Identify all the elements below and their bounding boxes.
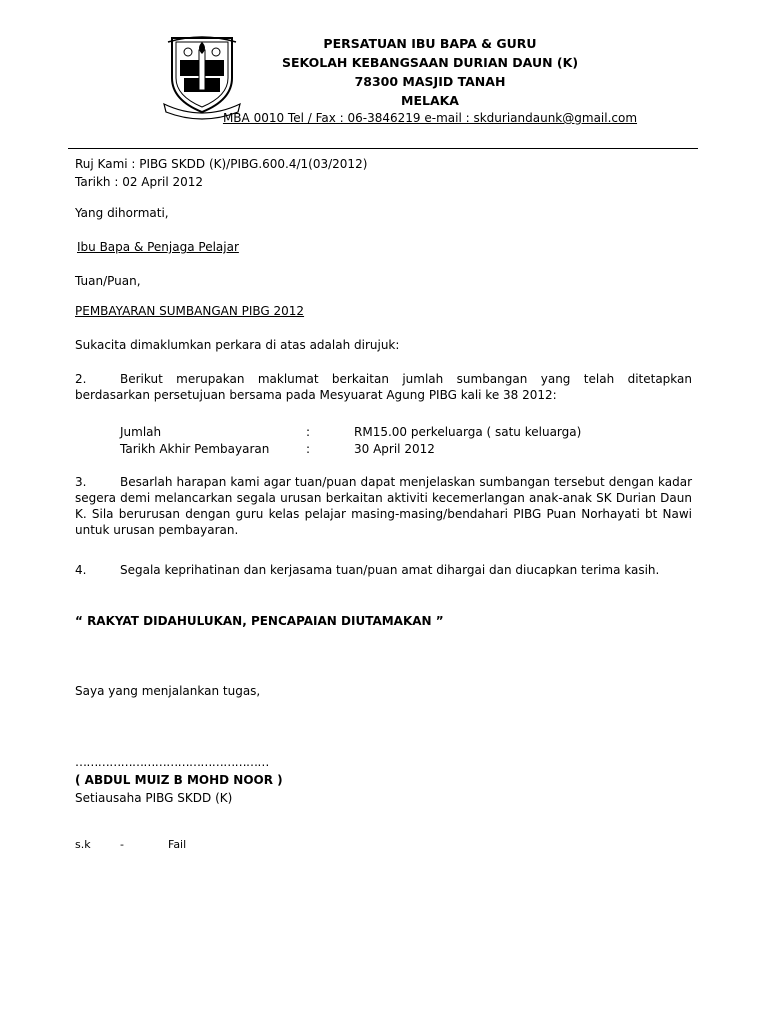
postcode-city: 78300 MASJID TANAH	[354, 74, 506, 89]
paragraph-2-number: 2.	[75, 372, 87, 386]
closing-line: Saya yang menjalankan tugas,	[75, 684, 261, 698]
detail-value-amount: RM15.00 perkeluarga ( satu keluarga)	[354, 425, 582, 439]
detail-label-deadline: Tarikh Akhir Pembayaran	[120, 442, 270, 456]
paragraph-2-text: Berikut merupakan maklumat berkaitan jumlah sumbangan yang telah ditetapkan berdasarkan persetujuan bersama pada Mesyuarat Agung PIBG kali ke 38 2012:	[75, 372, 692, 402]
paragraph-3-text: Besarlah harapan kami agar tuan/puan dapat menjelaskan sumbangan tersebut dengan kadar segera demi melancarkan segala urusan berkaitan aktiviti kecemerlangan anak-anak SK Durian Daun K. Sila berurusan dengan guru kelas pelajar masing-masing/bendahari PIBG Puan Norhayati bt Nawi untuk urusan pembayaran.	[75, 475, 692, 537]
paragraph-3	[75, 474, 692, 538]
signature-line: ……………………………………………	[75, 755, 269, 769]
paragraph-4	[75, 562, 692, 578]
intro-paragraph: Sukacita dimaklumkan perkara di atas adalah dirujuk:	[75, 338, 400, 352]
subject-line: PEMBAYARAN SUMBANGAN PIBG 2012	[75, 304, 305, 318]
paragraph-3-number: 3.	[75, 475, 87, 489]
header-divider	[68, 148, 698, 149]
detail-sep-amount: :	[306, 425, 311, 439]
recipient: Ibu Bapa & Penjaga Pelajar	[77, 240, 239, 254]
motto: “ RAKYAT DIDAHULUKAN, PENCAPAIAN DIUTAMAKAN ”	[75, 614, 444, 628]
org-name: PERSATUAN IBU BAPA & GURU	[323, 36, 537, 51]
paragraph-2	[75, 371, 692, 403]
salutation: Yang dihormati,	[75, 206, 169, 220]
cc-label: s.k	[75, 838, 91, 851]
detail-label-amount: Jumlah	[120, 425, 162, 439]
cc-dash: -	[120, 838, 124, 851]
signatory-name: ( ABDUL MUIZ B MOHD NOOR )	[75, 773, 283, 787]
paragraph-4-number: 4.	[75, 563, 87, 577]
cc-value: Fail	[168, 838, 187, 851]
letter-date: Tarikh : 02 April 2012	[75, 175, 204, 189]
signatory-title: Setiausaha PIBG SKDD (K)	[75, 791, 233, 805]
school-name: SEKOLAH KEBANGSAAN DURIAN DAUN (K)	[281, 55, 579, 70]
detail-sep-deadline: :	[306, 442, 311, 456]
reference-number: Ruj Kami : PIBG SKDD (K)/PIBG.600.4/1(03/2012)	[75, 157, 368, 171]
state: MELAKA	[401, 93, 459, 108]
contact-line: MBA 0010 Tel / Fax : 06-3846219 e-mail : skduriandaunk@gmail.com	[222, 111, 638, 125]
paragraph-4-text: Segala keprihatinan dan kerjasama tuan/puan amat dihargai dan diucapkan terima kasih.	[120, 563, 660, 577]
greeting: Tuan/Puan,	[75, 274, 141, 288]
detail-value-deadline: 30 April 2012	[354, 442, 435, 456]
